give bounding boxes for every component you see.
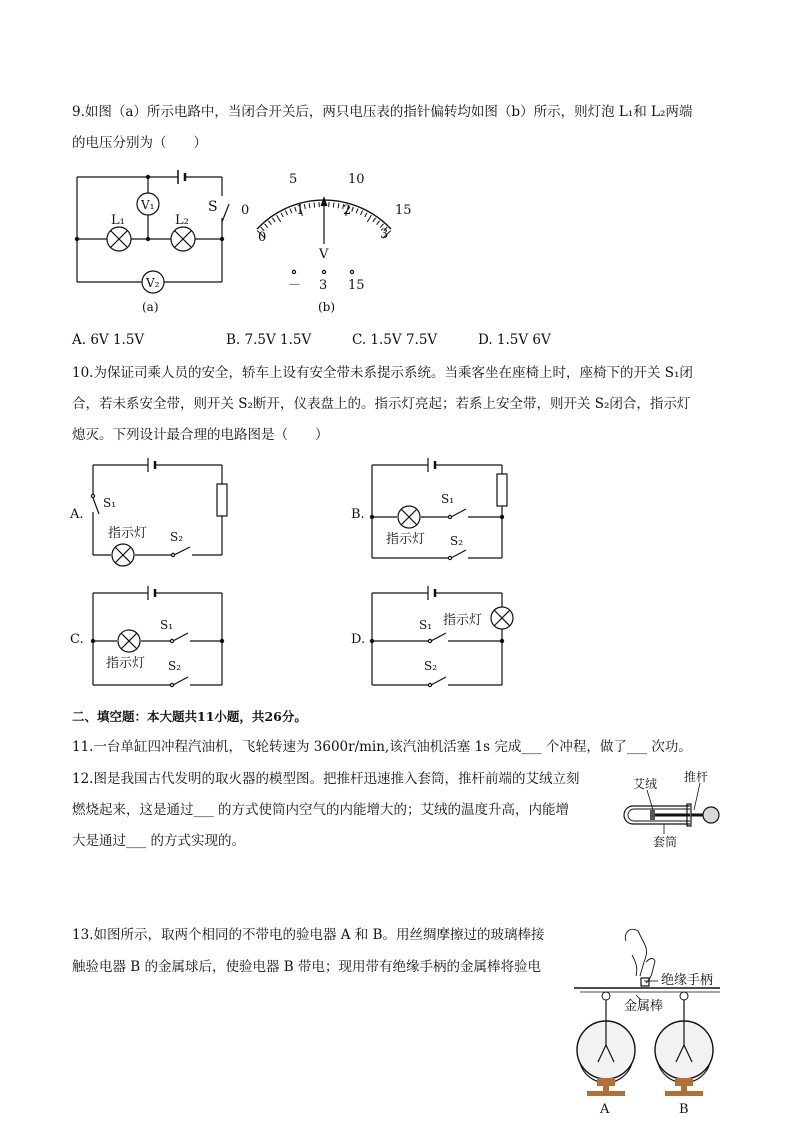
label-v1: V₁: [141, 198, 155, 212]
label-taotong: 套筒: [653, 835, 678, 849]
q12-text-line1: 12.图是我国古代发明的取火器的模型图。把推杆迅速推入套筒，推杆前端的艾绒立刻: [72, 771, 580, 787]
q13-text-line1: 13.如图所示，取两个相同的不带电的验电器 A 和 B。用丝绸摩擦过的玻璃棒接: [72, 927, 545, 943]
scale-top-0: 0: [241, 203, 250, 218]
label-switch: S: [208, 199, 218, 215]
q9-text-line2: 的电压分别为（ ）: [72, 135, 207, 151]
q10-text-line3: 熄灭。下列设计最合理的电路图是（ ）: [72, 427, 329, 443]
label-a-s2: S₂: [170, 530, 184, 544]
scale-top-15: 15: [395, 203, 412, 218]
letter-a: A.: [70, 507, 84, 522]
label-tuigan: 推杆: [684, 770, 709, 784]
electroscope-b-icon: [655, 1000, 713, 1096]
letter-d: D.: [351, 632, 366, 647]
label-a-lamp: 指示灯: [108, 526, 148, 541]
label-b-s1: S₁: [441, 492, 455, 506]
scale-bottom-0: 0: [258, 230, 267, 245]
label-c-s1: S₁: [160, 618, 174, 632]
label-b-s2: S₂: [450, 534, 464, 548]
label-a: A: [600, 1102, 610, 1117]
q9-option-d[interactable]: D. 1.5V 6V: [478, 332, 551, 348]
terminal-15: 15: [348, 278, 365, 293]
caption-b: (b): [318, 300, 336, 314]
label-handle: 绝缘手柄: [661, 973, 714, 988]
scale-bottom-3: 3: [380, 227, 389, 242]
label-d-s1: S₁: [419, 618, 433, 632]
label-v2: V₂: [146, 276, 160, 290]
label-a-s1: S₁: [103, 496, 117, 510]
terminal-3: 3: [319, 278, 328, 293]
label-c-s2: S₂: [168, 659, 182, 673]
q13-text-line2: 触验电器 B 的金属球后，使验电器 B 带电；现用带有绝缘手柄的金属棒将验电: [72, 959, 542, 975]
scale-top-10: 10: [348, 172, 365, 187]
electroscope-a-icon: [577, 1000, 635, 1096]
q12-text-line2: 燃烧起来，这是通过___ 的方式使筒内空气的内能增大的；艾绒的温度升高，内能增: [72, 802, 570, 818]
label-airong: 艾绒: [633, 777, 658, 791]
q9-option-c[interactable]: C. 1.5V 7.5V: [352, 332, 438, 348]
label-b: B: [679, 1102, 689, 1117]
label-d-lamp: 指示灯: [443, 613, 483, 628]
scale-bottom-1: 1: [296, 203, 305, 218]
scale-bottom-2: 2: [343, 203, 352, 218]
q12-text-line3: 大是通过___ 的方式实现的。: [72, 833, 246, 849]
letter-c: C.: [70, 632, 84, 647]
q9-text-line1: 9.如图（a）所示电路中，当闭合开关后，两只电压表的指针偏转均如图（b）所示，则灯泡 L₁和 L₂两端: [72, 104, 693, 120]
unit-v: V: [319, 247, 329, 262]
q10-text-line1: 10.为保证司乘人员的安全，轿车上设有安全带未系提示系统。当乘客坐在座椅上时，座椅下的开关 S₁闭: [72, 365, 693, 381]
caption-a: (a): [142, 300, 159, 314]
label-d-s2: S₂: [424, 659, 438, 673]
label-b-lamp: 指示灯: [386, 532, 426, 547]
terminal-minus: －: [288, 278, 302, 293]
label-rod: 金属棒: [624, 999, 664, 1014]
q10-text-line2: 合，若未系安全带，则开关 S₂断开，仪表盘上的。指示灯亮起；若系上安全带，则开关 S₂闭合，指示灯: [72, 396, 691, 412]
section-title: 二、填空题：本大题共11小题，共26分。: [72, 709, 307, 724]
label-l2: L₂: [175, 213, 189, 228]
q9-option-a[interactable]: A. 6V 1.5V: [72, 332, 145, 348]
label-l1: L₁: [111, 213, 125, 228]
letter-b: B.: [351, 507, 365, 522]
scale-top-5: 5: [289, 172, 298, 187]
q11-text: 11.一台单缸四冲程汽油机，飞轮转速为 3600r/min,该汽油机活塞 1s 完成___ 个冲程，做了___ 次功。: [72, 739, 692, 755]
q9-option-b[interactable]: B. 7.5V 1.5V: [226, 332, 312, 348]
label-c-lamp: 指示灯: [106, 656, 146, 671]
